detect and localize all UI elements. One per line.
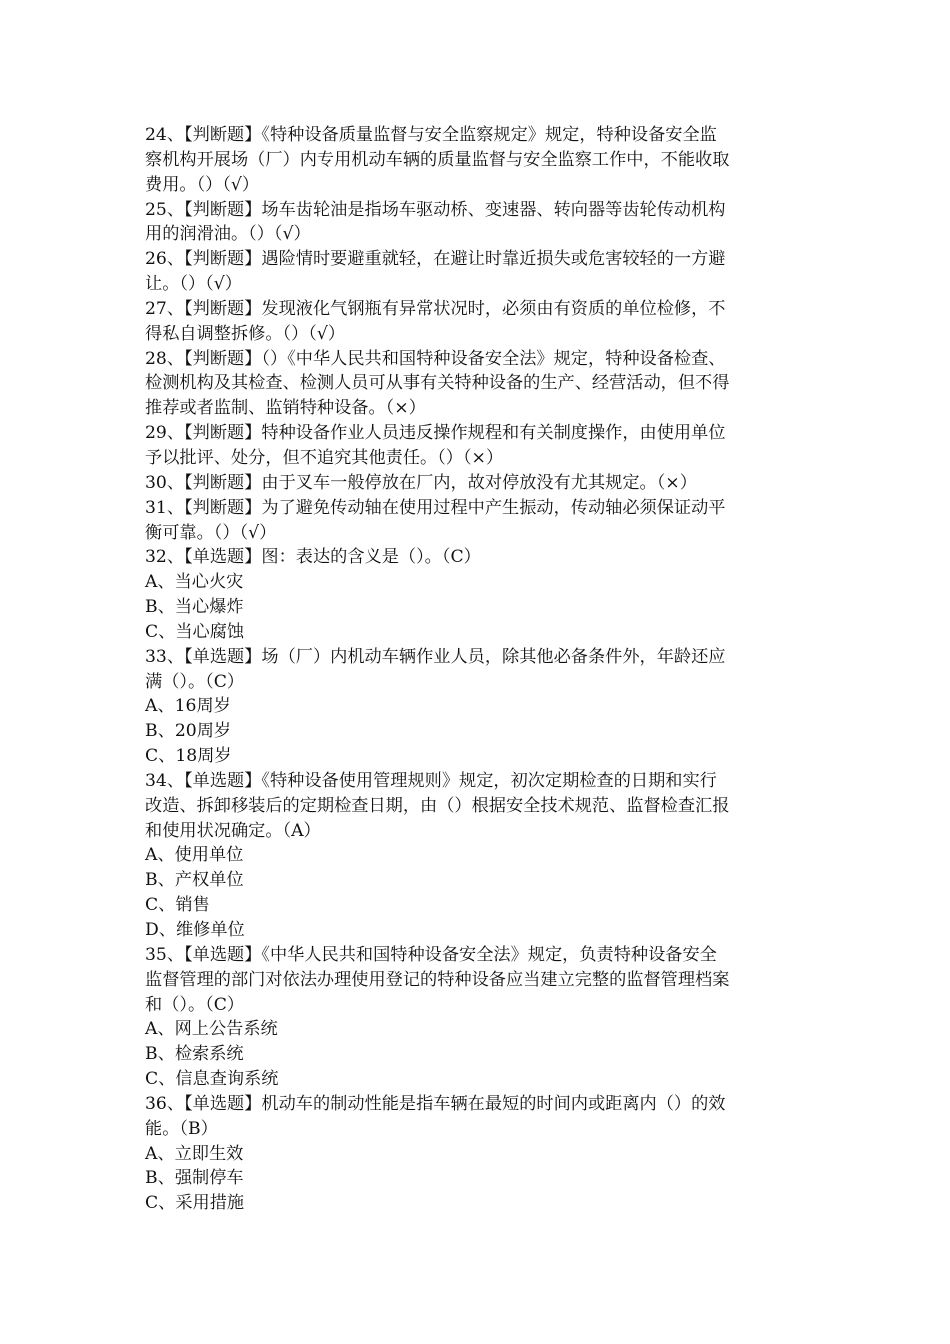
- answer-option: B、强制停车: [145, 1168, 244, 1189]
- text-line: 28、【判断题】（）《中华人民共和国特种设备安全法》规定，特种设备检查、: [145, 348, 726, 369]
- text-line: 32、【单选题】图：表达的含义是（）。（C）: [145, 547, 481, 568]
- text-line: 衡可靠。（）（√）: [145, 522, 277, 543]
- text-line: 34、【单选题】《特种设备使用管理规则》规定，初次定期检查的日期和实行: [145, 770, 717, 791]
- text-line: 让。（）（√）: [145, 274, 242, 295]
- answer-option: C、18周岁: [145, 746, 232, 767]
- text-line: 25、【判断题】场车齿轮油是指场车驱动桥、变速器、转向器等齿轮传动机构: [145, 199, 726, 220]
- answer-option: C、销售: [145, 895, 210, 916]
- text-line: 33、【单选题】场（厂）内机动车辆作业人员，除其他必备条件外，年龄还应: [145, 646, 726, 667]
- answer-option: A、使用单位: [145, 845, 244, 866]
- answer-option: A、16周岁: [145, 696, 231, 717]
- text-line: 改造、拆卸移装后的定期检查日期，由（）根据安全技术规范、监督检查汇报: [145, 795, 730, 816]
- text-line: 36、【单选题】机动车的制动性能是指车辆在最短的时间内或距离内（）的效: [145, 1093, 726, 1114]
- text-line: 24、【判断题】《特种设备质量监督与安全监察规定》规定，特种设备安全监: [145, 125, 717, 145]
- answer-option: B、检索系统: [145, 1044, 244, 1065]
- text-line: 用的润滑油。（）（√）: [145, 224, 311, 245]
- answer-option: C、采用措施: [145, 1193, 245, 1214]
- text-line: 推荐或者监制、监销特种设备。（×）: [145, 398, 426, 419]
- text-line: 29、【判断题】特种设备作业人员违反操作规程和有关制度操作，由使用单位: [145, 423, 726, 444]
- text-line: 35、【单选题】《中华人民共和国特种设备安全法》规定，负责特种设备安全: [145, 944, 717, 965]
- text-line: 和使用状况确定。（A）: [145, 820, 321, 841]
- answer-option: A、网上公告系统: [145, 1019, 278, 1040]
- text-line: 27、【判断题】发现液化气钢瓶有异常状况时，必须由有资质的单位检修，不: [145, 298, 726, 319]
- answer-option: B、产权单位: [145, 870, 244, 891]
- answer-option: B、当心爆炸: [145, 597, 244, 618]
- question-text-block: [145, 123, 810, 1216]
- text-line: 能。（B）: [145, 1118, 218, 1139]
- text-line: 察机构开展场（厂）内专用机动车辆的质量监督与安全监察工作中，不能收取: [145, 149, 730, 170]
- text-line: 和（）。（C）: [145, 994, 245, 1015]
- text-line: 30、【判断题】由于叉车一般停放在厂内，故对停放没有尤其规定。（×）: [145, 472, 697, 493]
- answer-option: D、维修单位: [145, 920, 245, 940]
- text-line: 费用。（）（√）: [145, 174, 260, 195]
- text-line: 满（）。（C）: [145, 671, 245, 692]
- answer-option: A、当心火灾: [145, 572, 244, 593]
- answer-option: C、当心腐蚀: [145, 621, 245, 642]
- text-line: 监督管理的部门对依法办理使用登记的特种设备应当建立完整的监督管理档案: [145, 969, 730, 990]
- answer-option: B、20周岁: [145, 721, 232, 742]
- answer-option: C、信息查询系统: [145, 1069, 279, 1090]
- text-line: 予以批评、处分，但不追究其他责任。（）（×）: [145, 447, 504, 468]
- text-line: 26、【判断题】遇险情时要避重就轻，在避让时靠近损失或危害较轻的一方避: [145, 249, 726, 270]
- text-line: 检测机构及其检查、检测人员可从事有关特种设备的生产、经营活动，但不得: [145, 373, 730, 394]
- answer-option: A、立即生效: [145, 1143, 244, 1164]
- text-line: 得私自调整拆修。（）（√）: [145, 323, 346, 344]
- text-line: 31、【判断题】为了避免传动轴在使用过程中产生振动，传动轴必须保证动平: [145, 497, 726, 518]
